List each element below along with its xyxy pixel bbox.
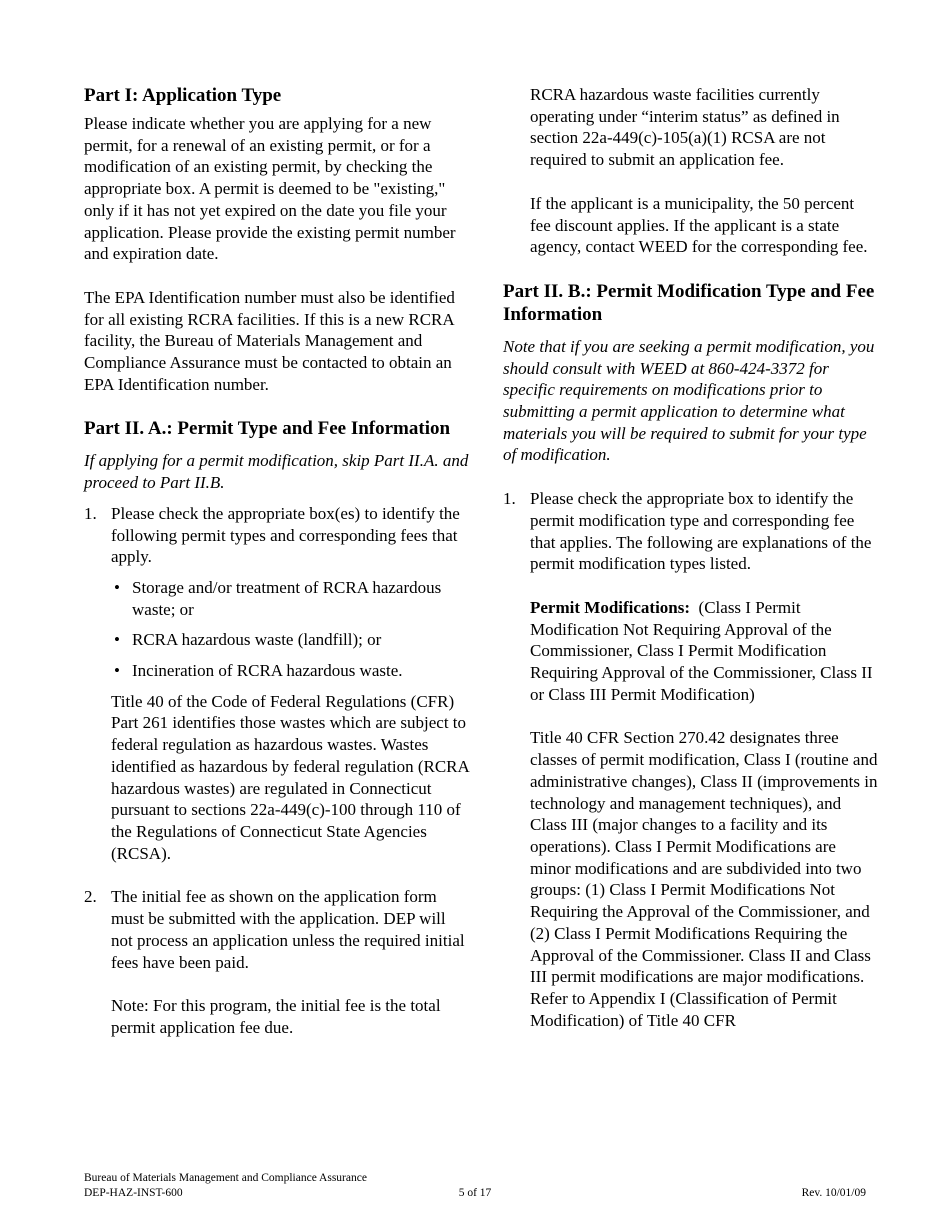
bullet-text: RCRA hazardous waste (landfill); or	[132, 630, 382, 650]
permit-modifications-text: (Class I Permit Modification Not Requiring Approval of the Commissioner, Class I Permit Modification Requiring Approval of the Commissioner, Class II or Class III Permit Modification)	[530, 597, 873, 704]
list-item	[111, 577, 469, 620]
bullet-icon: •	[114, 630, 120, 650]
item-text: Please check the appropriate box(es) to identify the following permit types and corresponding fees that apply.	[111, 503, 460, 567]
part2a-item-1-paragraph: Title 40 of the Code of Federal Regulations (CFR) Part 261 identifies those wastes which are subject to federal regulation as hazardous wastes. Wastes identified as hazardous by federal regulation (RCRA hazardous wastes) are regulated in Connecticut pursuant to sections 22a-449(c)-100 through 110 of the Regulations of Connecticut State Agencies (RCSA).	[111, 691, 469, 863]
part1-paragraph-1: Please indicate whether you are applying for a new permit, for a renewal of an existing permit, or for a modification of an existing permit, by checking the appropriate box. A permit is deemed to be "existing," only if it has not yet expired on the date you file your application. Please provide the existing permit number and expiration date.	[84, 114, 456, 264]
fee-continuation-paragraph-1: RCRA hazardous waste facilities currently operating under “interim status” as defined in section 22a-449(c)-105(a)(1) RCSA are not required to submit an application fee.	[530, 85, 840, 170]
footer-bureau: Bureau of Materials Management and Compliance Assurance	[84, 1172, 367, 1184]
permit-modifications-label: Permit Modifications:	[530, 597, 691, 617]
permit-modifications-paragraph	[530, 597, 878, 706]
footer-doc-id: DEP-HAZ-INST-600	[84, 1187, 183, 1199]
part2b-note: Note that if you are seeking a permit modification, you should consult with WEED at 860-424-3372 for specific requirements on modifications prior to submitting a permit application to determine what materials you will be required to submit for your type of modification.	[503, 336, 875, 465]
right-column	[503, 84, 878, 1031]
item-number: 1.	[84, 503, 97, 523]
part2a-note: If applying for a permit modification, skip Part II.A. and proceed to Part II.B.	[84, 451, 469, 493]
footer-page-number: 5 of 17	[458, 1187, 492, 1199]
part2b-heading: Part II. B.: Permit Modification Type and Fee Information	[503, 280, 875, 325]
left-column	[84, 84, 469, 1039]
item-number: 1.	[503, 489, 516, 509]
part2a-item-2	[84, 886, 469, 973]
bullet-text: Storage and/or treatment of RCRA hazardous waste; or	[132, 577, 442, 619]
part1-heading: Part I: Application Type	[84, 85, 282, 106]
bullet-icon: •	[114, 661, 120, 681]
page-footer	[84, 1171, 866, 1201]
bullet-text: Incineration of RCRA hazardous waste.	[132, 661, 403, 681]
footer-revision: Rev. 10/01/09	[801, 1187, 866, 1199]
permit-modifications-classes-paragraph: Title 40 CFR Section 270.42 designates three classes of permit modification, Class I (routine and administrative changes), Class II (improvements in technology and management techniques), and Class III (major changes to a facility and its operations). Class I Permit Modifications are minor modifications and are subdivided into two groups: (1) Class I Permit Modifications Not Requiring the Approval of the Commissioner, and (2) Class I Permit Modifications Requiring the Approval of the Commissioner. Class II and Class III permit modifications are major modifications. Refer to Appendix I (Classification of Permit Modification) of Title 40 CFR	[530, 728, 878, 1030]
list-item	[111, 629, 469, 651]
part2a-item-2-note: Note: For this program, the initial fee is the total permit application fee due.	[111, 996, 441, 1037]
part1-paragraph-2: The EPA Identification number must also be identified for all existing RCRA facilities. If this is a new RCRA facility, the Bureau of Materials Management and Compliance Assurance must be contacted to obtain an EPA Identification number.	[84, 287, 455, 394]
part2a-heading: Part II. A.: Permit Type and Fee Information	[84, 418, 451, 440]
part2a-item-1	[84, 503, 469, 568]
item-text: Please check the appropriate box to identify the permit modification type and corresponding fee that applies. The following are explanations of the permit modification types listed.	[530, 489, 872, 574]
list-item	[111, 660, 469, 682]
bullet-icon: •	[114, 577, 120, 597]
item-number: 2.	[84, 887, 97, 907]
part2b-item-1	[503, 488, 878, 575]
item-text: The initial fee as shown on the application form must be submitted with the application. DEP will not process an application unless the required initial fees have been paid.	[111, 887, 465, 972]
fee-continuation-paragraph-2: If the applicant is a municipality, the 50 percent fee discount applies. If the applicant is a state agency, contact WEED for the corresponding fee.	[530, 193, 868, 257]
